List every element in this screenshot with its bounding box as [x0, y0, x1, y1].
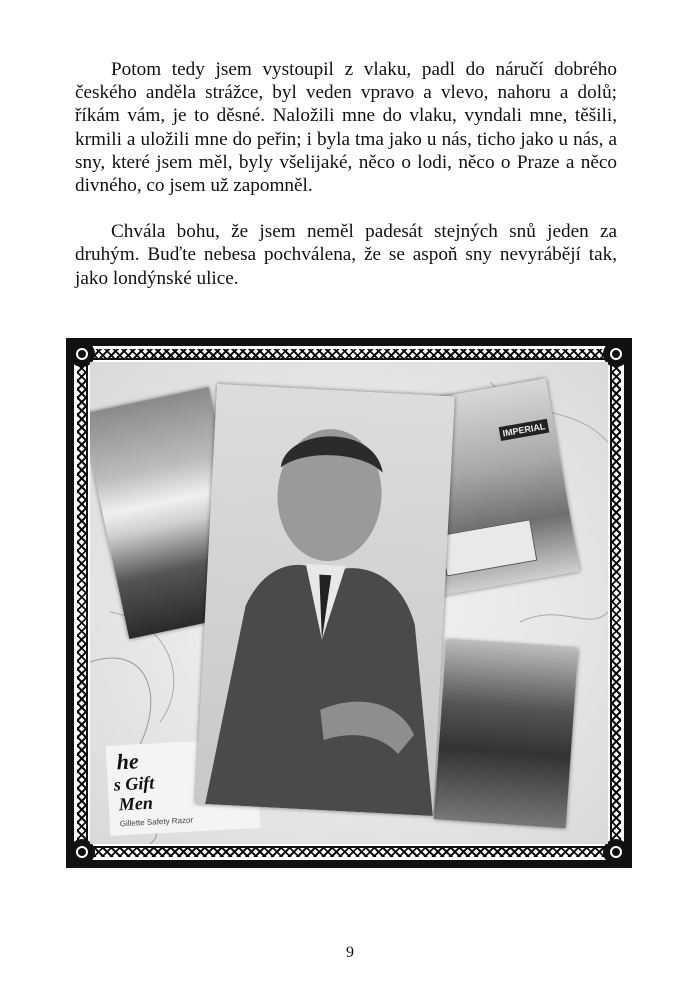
- body-text: [75, 58, 617, 313]
- street-market-photo: [434, 640, 578, 829]
- paragraph-2: Chvála bohu, že jsem neměl padesát stejných snů jeden za druhým. Buďte nebesa pochválena, že se aspoň sny nevyrábějí tak, jako londýnské ulice.: [75, 221, 617, 289]
- advert-small-print: Gillette Safety Razor: [119, 815, 194, 829]
- decorative-frame: [66, 338, 632, 868]
- portrait-figure: [195, 384, 455, 816]
- advert-headline-1: he: [115, 748, 140, 775]
- imperial-sign: IMPERIAL: [499, 419, 550, 441]
- advert-headline-2: s Gift: [113, 772, 155, 795]
- photo-collage: [90, 362, 608, 844]
- advert-headline-3: Men: [118, 792, 154, 815]
- page-number: 9: [346, 944, 354, 961]
- luggage: [439, 519, 537, 576]
- portrait-photo: [195, 384, 455, 816]
- paragraph-1: Potom tedy jsem vystoupil z vlaku, padl do náručí dobrého českého anděla strážce, byl veden vpravo a vlevo, nahoru a dolů; říkám vám, je to děsné. Naložili mne do vlaku, vyndali mne, těšili, krmili a uložili mne do peřin; i byla tma jako u nás, ticho jako u nás, a sny, které jsem měl, byly všelijaké, něco o lodi, něco o Praze a něco divného, co jsem už zapomněl.: [75, 59, 617, 197]
